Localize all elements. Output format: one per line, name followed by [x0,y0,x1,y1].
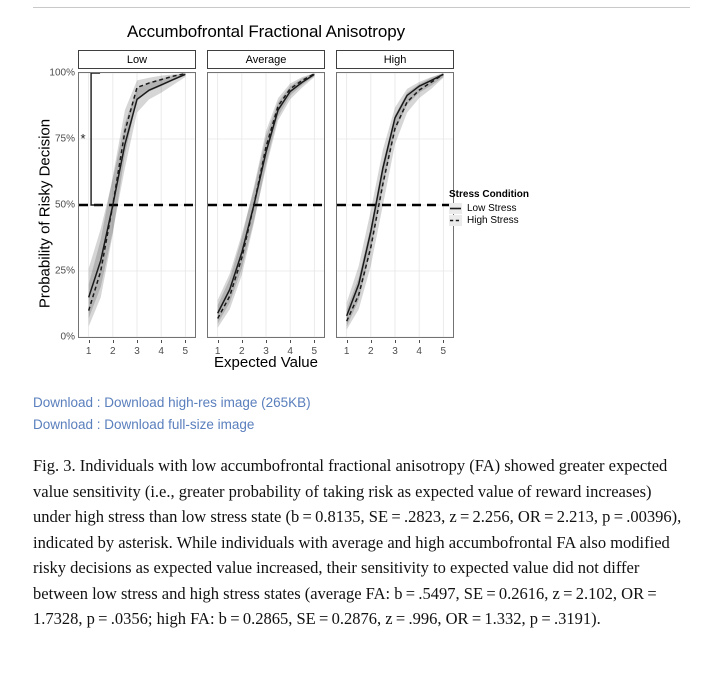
x-tick-mark [314,340,315,343]
x-tick-mark [266,340,267,343]
y-tick-label: 50% [54,199,75,211]
x-tick-mark [242,340,243,343]
facet-panels [78,50,454,357]
x-tick-label: 2 [368,346,374,357]
x-tick-label: 4 [287,346,293,357]
x-tick-label: 4 [158,346,164,357]
x-tick-label: 1 [214,346,221,357]
y-tick-label: 100% [49,67,75,79]
figure-title: Accumbofrontal Fractional Anisotropy [127,22,405,41]
x-tick-label: 3 [263,346,269,357]
x-axis-ticks [336,340,454,360]
x-tick-mark [371,340,372,343]
y-tick-label: 25% [54,265,75,277]
legend-label-low-stress: Low Stress [467,203,517,214]
x-tick-label: 5 [182,346,189,357]
facet-panel-high [336,50,454,357]
facet-panel-average [207,50,325,357]
chart-legend [449,189,589,227]
y-tick-label: 75% [54,133,75,145]
facet-strip-label: Average [245,54,287,66]
x-tick-label: 3 [134,346,140,357]
legend-title: Stress Condition [449,189,530,200]
x-tick-mark [419,340,420,343]
facet-strip-label: High [383,54,407,66]
y-axis-ticks [30,10,75,380]
y-axis-title: Probability of Risky Decision [36,118,54,309]
legend-key-dashed-line-icon [449,215,462,226]
figure-caption: Fig. 3. Individuals with low accumbofrontal fractional anisotropy (FA) showed greater expected value sensitivity (i.e., greater probability of taking risk as expected value of reward increases) under high stress than low stress state (b = 0.8135, SE = .2823, z = 2.256, OR = 2.213, p = .00396), indicated by asterisk. While individuals with average and high accumbofrontal FA also modified risky decisions as expected value increased, their sensitivity to expected value did not differ between low stress and high stress states (average FA: b = .5497, SE = 0.2616, z = 2.102, OR = 1.7328, p = .0356; high FA: b = 0.2865, SE = 0.2876, z = .996, OR = 1.332, p = .3191). [33,456,682,628]
x-tick-label: 2 [110,346,116,357]
plot-area [336,72,454,338]
x-tick-mark [137,340,138,343]
x-tick-mark [395,340,396,343]
x-tick-mark [347,340,348,343]
x-tick-label: 1 [343,346,350,357]
legend-label-high-stress: High Stress [467,215,519,226]
plot-area [78,72,196,338]
x-axis-title: Expected Value [214,354,318,371]
figure-panel [0,10,704,380]
x-tick-mark [185,340,186,343]
x-tick-mark [218,340,219,343]
download-high-res-link[interactable]: Download : Download high-res image (265KB) [33,395,311,410]
x-tick-label: 2 [239,346,245,357]
x-tick-label: 1 [85,346,92,357]
x-tick-label: 3 [392,346,398,357]
facet-panel-low [78,50,196,357]
x-axis-ticks [78,340,196,360]
svg-text:*: * [80,131,86,146]
legend-item-high-stress [449,215,589,226]
plot-area [207,72,325,338]
x-tick-mark [290,340,291,343]
facet-strip [78,50,196,69]
x-axis-ticks [207,340,325,360]
facet-strip [207,50,325,69]
x-tick-label: 5 [311,346,318,357]
download-links [33,392,673,436]
x-tick-mark [89,340,90,343]
facet-strip [336,50,454,69]
download-full-size-link[interactable]: Download : Download full-size image [33,417,255,432]
x-tick-label: 4 [416,346,422,357]
legend-key-solid-line-icon [449,203,462,214]
y-tick-label: 0% [60,331,75,343]
top-divider [33,7,690,8]
x-tick-label: 5 [440,346,447,357]
legend-item-low-stress [449,203,589,214]
x-tick-mark [113,340,114,343]
x-tick-mark [443,340,444,343]
facet-strip-label: Low [126,54,148,66]
x-tick-mark [161,340,162,343]
